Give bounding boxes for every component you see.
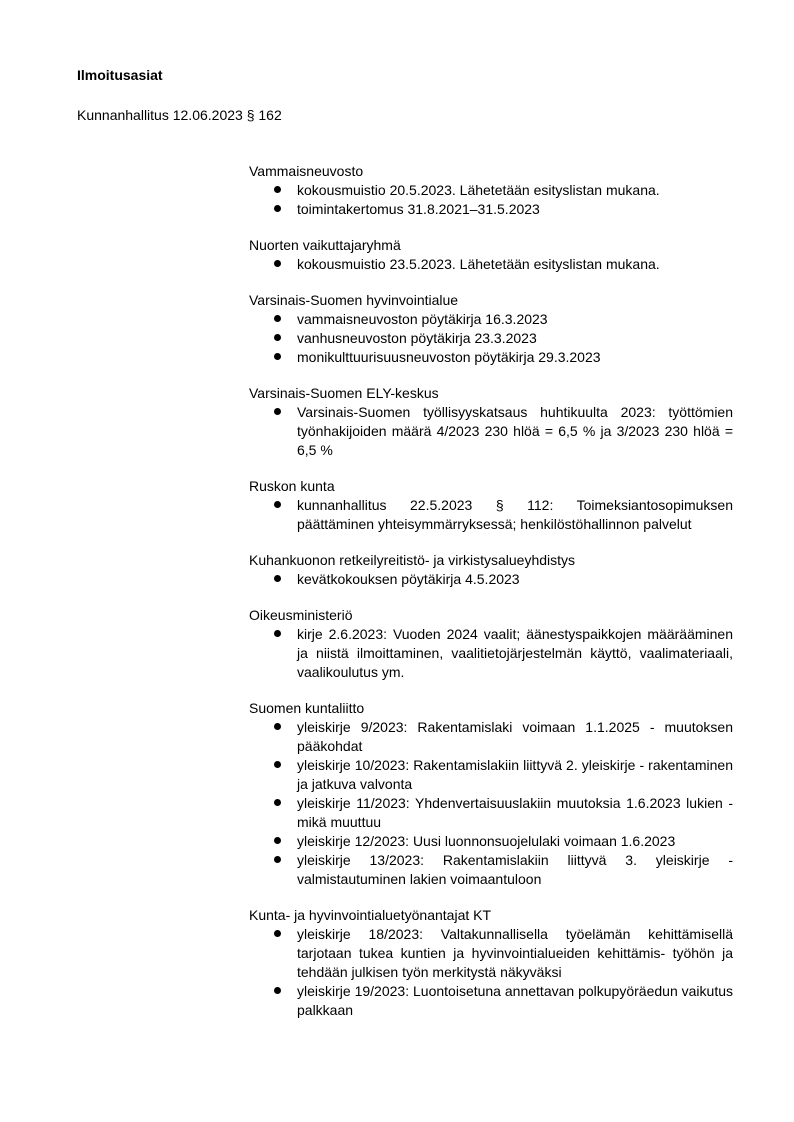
section-heading: Oikeusministeriö <box>249 607 353 623</box>
meeting-reference: Kunnanhallitus 12.06.2023 § 162 <box>77 107 282 123</box>
notice-section <box>249 699 733 889</box>
list-item <box>249 570 733 589</box>
list-item-text: kevätkokouksen pöytäkirja 4.5.2023 <box>297 571 520 587</box>
list-item-text: yleiskirje 9/2023: Rakentamislaki voimaan 1.1.2025 - muutoksen pääkohdat <box>297 719 733 754</box>
list-item <box>249 348 733 367</box>
notice-items <box>249 718 733 889</box>
bullet-icon <box>274 353 281 360</box>
section-heading: Nuorten vaikuttajaryhmä <box>249 237 401 253</box>
list-item <box>249 329 733 348</box>
bullet-icon <box>274 761 281 768</box>
notice-items <box>249 310 733 367</box>
bullet-icon <box>274 501 281 508</box>
notice-section <box>249 906 733 1020</box>
notice-section <box>249 162 733 219</box>
notice-items <box>249 403 733 460</box>
bullet-icon <box>274 837 281 844</box>
section-heading: Varsinais-Suomen ELY-keskus <box>249 385 439 401</box>
notice-items <box>249 496 733 534</box>
list-item-text: kunnanhallitus 22.5.2023 § 112: Toimeksiantosopimuksen päättäminen yhteisymmärryksessä; henkilöstöhallinnon palvelut <box>297 497 733 532</box>
section-heading: Kuhankuonon retkeilyreitistö- ja virkistysalueyhdistys <box>249 552 576 568</box>
bullet-icon <box>274 315 281 322</box>
section-heading: Varsinais-Suomen hyvinvointialue <box>249 292 459 308</box>
list-item <box>249 925 733 982</box>
list-item <box>249 794 733 832</box>
notice-items <box>249 925 733 1020</box>
section-heading: Ruskon kunta <box>249 478 335 494</box>
list-item <box>249 718 733 756</box>
bullet-icon <box>274 799 281 806</box>
bullet-icon <box>274 930 281 937</box>
page-title: Ilmoitusasiat <box>77 67 163 83</box>
notice-items <box>249 570 733 589</box>
list-item-text: kirje 2.6.2023: Vuoden 2024 vaalit; äänestyspaikkojen määrääminen ja niistä ilmoittaminen, vaalitietojärjestelmän käyttö, vaalimateriaali, vaalikoulutus ym. <box>297 626 733 680</box>
notice-section <box>249 477 733 534</box>
bullet-icon <box>274 575 281 582</box>
section-heading: Suomen kuntaliitto <box>249 700 365 716</box>
bullet-icon <box>274 334 281 341</box>
bullet-icon <box>274 260 281 267</box>
section-heading: Vammaisneuvosto <box>249 163 364 179</box>
list-item-text: yleiskirje 10/2023: Rakentamislakiin liittyvä 2. yleiskirje - rakentaminen ja jatkuva valvonta <box>297 757 733 792</box>
list-item <box>249 982 733 1020</box>
list-item-text: kokousmuistio 20.5.2023. Lähetetään esityslistan mukana. <box>297 182 660 198</box>
list-item-text: monikulttuurisuusneuvoston pöytäkirja 29.3.2023 <box>297 349 601 365</box>
notice-section <box>249 606 733 682</box>
list-item <box>249 181 733 200</box>
list-item <box>249 851 733 889</box>
list-item-text: Varsinais-Suomen työllisyyskatsaus huhtikuulta 2023: työttömien työnhakijoiden määrä 4/2023 230 hlöä = 6,5 % ja 3/2023 230 hlöä = 6,5 % <box>297 404 733 458</box>
bullet-icon <box>274 723 281 730</box>
notice-items <box>249 625 733 682</box>
notice-items <box>249 181 733 219</box>
notice-items <box>249 255 733 274</box>
list-item <box>249 200 733 219</box>
list-item-text: yleiskirje 11/2023: Yhdenvertaisuuslakiin muutoksia 1.6.2023 lukien - mikä muuttuu <box>297 795 733 830</box>
notice-section <box>249 291 733 367</box>
list-item <box>249 832 733 851</box>
notice-section <box>249 236 733 274</box>
list-item <box>249 625 733 682</box>
bullet-icon <box>274 186 281 193</box>
notice-section <box>249 384 733 460</box>
list-item <box>249 255 733 274</box>
bullet-icon <box>274 856 281 863</box>
list-item-text: vammaisneuvoston pöytäkirja 16.3.2023 <box>297 311 548 327</box>
list-item-text: yleiskirje 18/2023: Valtakunnallisella työelämän kehittämisellä tarjotaan tukea kuntien ja hyvinvointialueiden kehittämis- työhön ja tehdään julkisen työn merkitystä näkyväksi <box>297 926 733 980</box>
list-item <box>249 403 733 460</box>
bullet-icon <box>274 630 281 637</box>
list-item-text: vanhusneuvoston pöytäkirja 23.3.2023 <box>297 330 537 346</box>
list-item-text: toimintakertomus 31.8.2021–31.5.2023 <box>297 201 540 217</box>
bullet-icon <box>274 408 281 415</box>
notices-list <box>249 162 733 1037</box>
section-heading: Kunta- ja hyvinvointialuetyönantajat KT <box>249 907 492 923</box>
list-item <box>249 496 733 534</box>
list-item <box>249 756 733 794</box>
list-item-text: kokousmuistio 23.5.2023. Lähetetään esityslistan mukana. <box>297 256 660 272</box>
list-item-text: yleiskirje 19/2023: Luontoisetuna annettavan polkupyöräedun vaikutus palkkaan <box>297 983 733 1018</box>
list-item-text: yleiskirje 13/2023: Rakentamislakiin liittyvä 3. yleiskirje - valmistautuminen lakien voimaantuloon <box>297 852 733 887</box>
notice-section <box>249 551 733 589</box>
bullet-icon <box>274 987 281 994</box>
bullet-icon <box>274 205 281 212</box>
list-item <box>249 310 733 329</box>
list-item-text: yleiskirje 12/2023: Uusi luonnonsuojelulaki voimaan 1.6.2023 <box>297 833 676 849</box>
